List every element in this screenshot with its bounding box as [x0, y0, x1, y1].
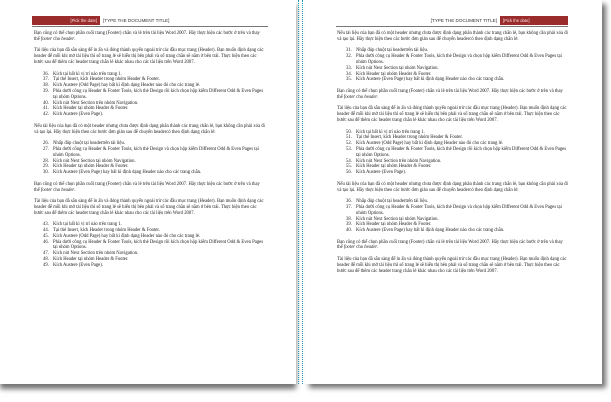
step-number: 33.: [346, 65, 352, 71]
step-number: 40.: [346, 228, 352, 234]
paragraph-intro: Tài liệu của bạn đã sẵn sàng để in ấn và đóng thành quyển ngoài trừ các đầu mục trang (Header). Bạn muốn định dạng các header để mỗi khi mở tài liệu thì số trang lẻ sẽ hiển thị bên phải và số trang chẵn sẽ nằm ở bên trái. Thực hiện theo các bước sau để thêm các header trang chẵn lẻ khác nhau cho các tài liệu trên Word 2007.: [337, 106, 567, 123]
step-text: Kích Austere (Even Page) hay bất kì định dạng Header nào cho các trang chẵn.: [356, 228, 505, 234]
step-text: Kích nút Next Section trên nhóm Navigation.: [356, 158, 442, 164]
step-text: Kích Austere (Even Page).: [53, 262, 103, 268]
document-title-placeholder[interactable]: [TYPE THE DOCUMENT TITLE]: [103, 18, 170, 23]
list-item: [34, 147, 266, 159]
step-number: 44.: [43, 228, 49, 234]
document-page-left[interactable]: [0, 0, 296, 384]
date-placeholder[interactable]: [Pick the date]: [32, 16, 100, 25]
text-italic: footer: [40, 36, 53, 42]
step-number: 32.: [346, 54, 352, 60]
step-text: Kích Header tại nhóm Header & Footer.: [356, 222, 432, 228]
list-item: [34, 170, 266, 176]
step-number: 29.: [43, 164, 49, 170]
step-text: Phía dưới công cụ Header & Footer Tools, kích thẻ Design và chọn hộp kiểm Different Odd & Even Pages tại nhóm Options.: [356, 54, 562, 65]
text: cho: [52, 187, 62, 193]
step-text: Kích Austere (Even Page).: [356, 170, 406, 176]
step-text: Tại thẻ Insert, kích Header trong nhóm Header & Footer.: [356, 135, 463, 141]
step-text: Kích Header tại nhóm Header & Footer.: [53, 257, 129, 263]
step-number: 26.: [43, 141, 49, 147]
document-title-placeholder[interactable]: [TYPE THE DOCUMENT TITLE]: [430, 18, 497, 23]
step-number: 54.: [346, 158, 352, 164]
step-number: 56.: [346, 170, 352, 176]
list-item: [337, 77, 569, 83]
page-header[interactable]: [32, 16, 268, 27]
paragraph-convert: Nếu tài liệu của bạn đã có một header nhưng chưa được định dạng phân thành các trang chẵn lẻ, bạn không cần phải xóa đi và tạo lại. Hãy thực hiện theo các bước đơn giản sau để chuyển headercó theo định dạng chẵn lẻ:: [337, 31, 568, 42]
step-number: 30.: [43, 170, 49, 176]
text-italic: footer: [40, 187, 53, 193]
step-number: 45.: [43, 233, 49, 239]
step-number: 43.: [43, 222, 49, 228]
step-number: 48.: [43, 257, 49, 263]
step-number: 47.: [43, 251, 49, 257]
step-number: 41.: [43, 106, 49, 112]
list-item: [337, 54, 569, 66]
step-text: Kích Header tại nhóm Header & Footer.: [53, 106, 129, 112]
step-text: Kích tại bất kì vị trí nào trên trang 1.: [53, 222, 122, 228]
step-text: Phía dưới công cụ Header & Footer Tools, kích thẻ Design rồi kích chọn hộp kiểm Different Odd & Even Pages tại nhóm Options.: [356, 146, 567, 158]
list-item: [337, 170, 569, 176]
document-page-right[interactable]: [305, 0, 602, 384]
paragraph-footer-note: [337, 89, 569, 101]
step-number: 42.: [43, 112, 49, 118]
text-italic: footer: [343, 245, 356, 251]
step-text: Kích Austere (Even Page) hay bất kì định dạng Header nào cho các trang chẵn.: [53, 170, 202, 176]
step-text: Kích tại bất kì vị trí nào trên trang 1.: [53, 71, 122, 77]
step-number: 55.: [346, 164, 352, 170]
step-number: 28.: [43, 158, 49, 164]
step-text: Tại thẻ Insert, kích Header trong nhóm Header & Footer.: [53, 77, 160, 83]
text: cho: [355, 94, 365, 100]
numbered-steps-list: [34, 72, 266, 118]
list-item: [34, 240, 266, 252]
paragraph-footer-note: [34, 182, 266, 194]
numbered-steps-list: [34, 141, 266, 176]
step-number: 39.: [346, 222, 352, 228]
step-number: 50.: [346, 129, 352, 135]
paragraph-footer-note: [34, 31, 266, 43]
step-number: 27.: [43, 146, 49, 152]
step-number: 49.: [43, 262, 49, 268]
text: .: [377, 94, 379, 100]
text: Bạn cũng có thể chọn phần cuối trang (Footer) chẵn và lẻ trên tài liệu Word 2007. Hãy thực hiện các bước ở trên và thay thế: [337, 88, 563, 100]
step-number: 51.: [346, 135, 352, 141]
step-number: 53.: [346, 146, 352, 152]
step-number: 31.: [346, 48, 352, 54]
text: .: [74, 36, 76, 42]
step-text: Kích Header tại nhóm Header & Footer.: [356, 71, 432, 77]
step-text: Kích tại bất kì vị trí nào trên trang 1.: [356, 129, 425, 135]
paragraph-intro: Tài liệu của bạn đã sẵn sàng để in ấn và đóng thành quyển ngoài trừ các đầu mục trang (Header). Bạn muốn định dạng các header để mỗi khi mở tài liệu thì số trang lẻ sẽ hiển thị bên phải và số trang chẵn sẽ nằm ở bên trái. Thực hiện theo các bước sau để thêm các header trang chẵn lẻ khác nhau cho các tài liệu trên Word 2007.: [34, 199, 264, 216]
text-italic: header: [364, 94, 378, 100]
text-italic: header: [364, 245, 378, 251]
list-item: [34, 89, 266, 101]
step-number: 46.: [43, 239, 49, 245]
step-text: Phía dưới công cụ Header & Footer Tools, kích thẻ Design và chọn hộp kiểm Different Odd & Even Pages tại nhóm Options.: [53, 146, 259, 158]
text-italic: header: [61, 187, 75, 193]
text-italic: header: [61, 36, 75, 42]
paragraph-intro: Tài liệu của bạn đã sẵn sàng để in ấn và đóng thành quyển ngoài trừ các đầu mục trang (Header). Bạn muốn định dạng các header để mỗi khi mở tài liệu thì số trang lẻ sẽ hiển thị bên phải và số trang chẵn sẽ nằm ở bên trái. Thực hiện theo các bước sau để thêm các header trang chẵn lẻ khác nhau cho các tài liệu trên Word 2007.: [337, 257, 567, 274]
text: Bạn cũng có thể chọn phần cuối trang (Footer) chẵn và lẻ trên tài liệu Word 2007. Hãy thực hiện các bước ở trên và thay thế: [337, 239, 563, 251]
step-text: Kích Austere (Odd Page) hay bất kì định dạng Header nào đó cho các trang lẻ.: [53, 233, 201, 239]
page-body[interactable]: [34, 31, 266, 274]
step-text: Kích Austere (Even Page).: [53, 112, 103, 118]
step-text: Kích Header tại nhóm Header & Footer.: [356, 164, 432, 170]
list-item: [337, 205, 569, 217]
step-text: Nhấp đúp chuột tại headertrên tài liệu.: [356, 48, 428, 54]
step-text: Tại thẻ Insert, kích Header trong nhóm Header & Footer.: [53, 228, 160, 234]
step-text: Kích Header tại nhóm Header & Footer.: [53, 164, 129, 170]
step-text: Phía dưới công cụ Header & Footer Tools, kích thẻ Design rồi kích chọn hộp kiểm Different Odd & Even Pages tại nhóm Options.: [53, 239, 264, 251]
step-text: Nhấp đúp chuột tại headertrên tài liệu.: [53, 141, 125, 147]
numbered-steps-list: [34, 222, 266, 268]
paragraph-convert: Nếu tài liệu của bạn đã có một header nhưng chưa được định dạng phân thành các trang chẵn lẻ, bạn không cần phải xóa đi và tạo lại. Hãy thực hiện theo các bước đơn giản sau để chuyển headercó theo định dạng chẵn lẻ:: [337, 181, 568, 193]
step-text: Nhấp đúp chuột tại headertrên tài liệu.: [356, 199, 428, 205]
list-item: [34, 112, 266, 118]
step-number: 38.: [43, 83, 49, 89]
step-number: 52.: [346, 141, 352, 147]
step-text: Kích nút Next Section trên nhóm Navigation.: [53, 100, 139, 106]
step-text: Kích Austere (Odd Page) hay bất kì định dạng Header nào đó cho các trang lẻ.: [356, 141, 504, 147]
text-italic: footer: [343, 94, 356, 100]
step-text: Kích Austere (Even Page) hay bất kì định dạng Header nào cho các trang chẵn.: [356, 77, 505, 83]
date-placeholder[interactable]: [Pick the date]: [500, 16, 568, 25]
paragraph-convert: Nếu tài liệu của bạn đã có một header nhưng chưa được định dạng phân thành các trang chẵn lẻ, bạn không cần phải xóa đi và tạo lại. Hãy thực hiện theo các bước đơn giản sau để chuyển headercó theo định dạng chẵn lẻ:: [34, 123, 265, 135]
text: .: [377, 245, 379, 251]
text: .: [74, 187, 76, 193]
step-text: Kích nút Next Section tại nhóm Navigation.: [356, 216, 439, 222]
page-body[interactable]: [337, 31, 569, 280]
step-text: Phía dưới công cụ Header & Footer Tools, kích thẻ Design rồi kích chọn hộp kiểm Different Odd & Even Pages tại nhóm Options.: [53, 88, 264, 100]
text: Bạn cũng có thể chọn phần cuối trang (Footer) chẵn và lẻ trên tài liệu Word 2007. Hãy thực hiện các bước ở trên và thay thế: [34, 31, 260, 42]
step-number: 37.: [346, 204, 352, 210]
step-text: Kích Austere (Odd Page) hay bất kì định dạng Header nào đó cho các trang lẻ.: [53, 83, 201, 89]
step-number: 38.: [346, 216, 352, 222]
page-divider: [302, 0, 303, 384]
paragraph-footer-note: [337, 240, 569, 252]
list-item: [337, 147, 569, 159]
step-text: Kích nút Next Section tại nhóm Navigation.: [356, 65, 439, 71]
numbered-steps-list: [337, 199, 569, 234]
paragraph-intro: Tài liệu của bạn đã sẵn sàng để in ấn và đóng thành quyển ngoài trừ các đầu mục trang (Header). Bạn muốn định dạng các header để mỗi khi mở tài liệu thì số trang lẻ sẽ hiển thị bên phải và số trang chẵn sẽ nằm ở bên trái. Thực hiện theo các bước sau để thêm các header trang chẵn lẻ khác nhau cho các tài liệu trên Word 2007.: [34, 48, 264, 65]
step-text: Phía dưới công cụ Header & Footer Tools, kích thẻ Design và chọn hộp kiểm Different Odd & Even Pages tại nhóm Options.: [356, 204, 562, 216]
step-text: Kích nút Next Section tại nhóm Navigation.: [53, 158, 136, 164]
page-header[interactable]: [336, 16, 568, 27]
numbered-steps-list: [337, 48, 569, 83]
list-item: [34, 263, 266, 269]
step-text: Kích nút Next Section trên nhóm Navigation.: [53, 251, 139, 257]
list-item: [337, 228, 569, 234]
step-number: 36.: [346, 199, 352, 205]
text: Bạn cũng có thể chọn phần cuối trang (Footer) chẵn và lẻ trên tài liệu Word 2007. Hãy thực hiện các bước ở trên và thay thế: [34, 181, 260, 193]
step-number: 34.: [346, 71, 352, 77]
step-number: 39.: [43, 88, 49, 94]
text: cho: [52, 36, 62, 42]
step-number: 40.: [43, 100, 49, 106]
step-number: 35.: [346, 77, 352, 83]
step-number: 37.: [43, 77, 49, 83]
step-number: 36.: [43, 71, 49, 77]
numbered-steps-list: [337, 130, 569, 176]
page-divider: [298, 0, 299, 384]
text: cho: [355, 245, 365, 251]
